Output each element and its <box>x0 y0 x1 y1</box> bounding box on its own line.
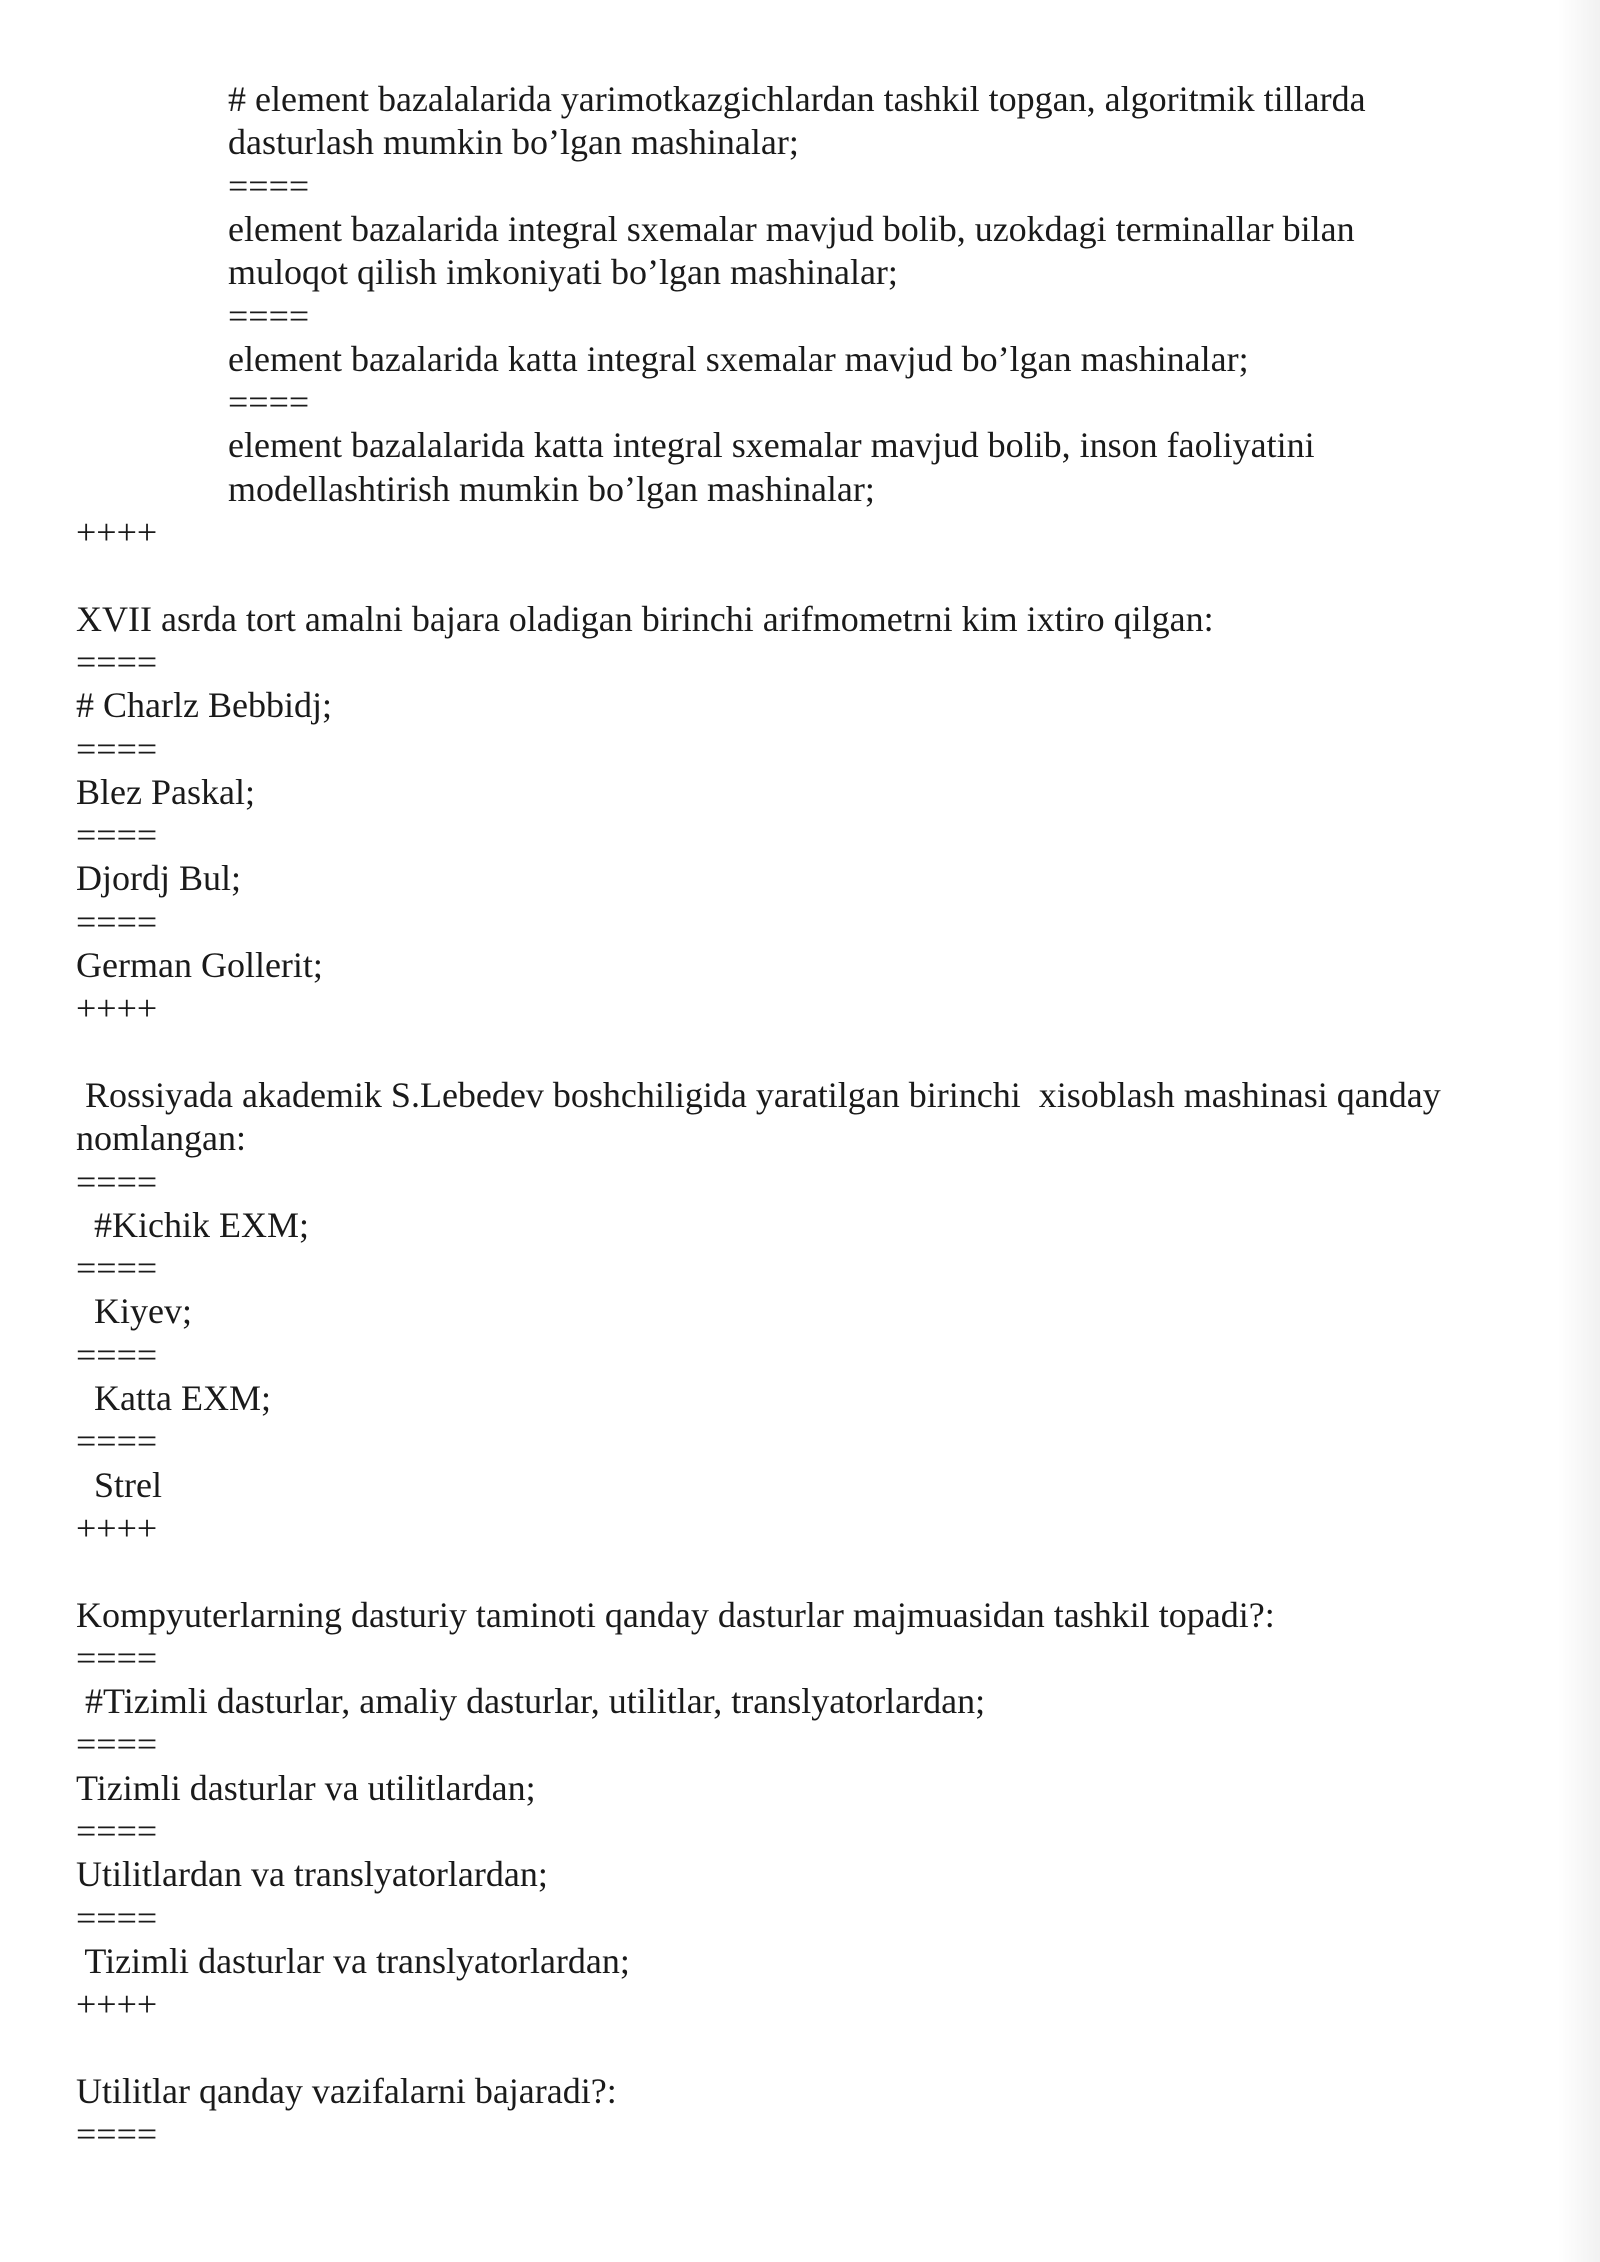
option-separator: ==== <box>76 1161 158 1202</box>
text-line: Kiyev; <box>76 1291 192 1332</box>
option-separator: ==== <box>76 1811 158 1851</box>
question-separator: ++++ <box>76 1984 158 2025</box>
text-line: muloqot qilish imkoniyati bo’lgan mashinalar; <box>228 252 898 293</box>
text-line: Utilitlardan va translyatorlardan; <box>76 1854 548 1895</box>
text-line: element bazalalarida katta integral sxemalar mavjud bolib, inson faoliyatini <box>228 425 1315 466</box>
text-line: nomlangan: <box>76 1118 246 1159</box>
text-line: German Gollerit; <box>76 945 323 985</box>
page-edge-shadow <box>1558 0 1600 2262</box>
option-separator: ==== <box>76 728 158 769</box>
text-line: Tizimli dasturlar va utilitlardan; <box>76 1767 536 1808</box>
text-line: dasturlash mumkin bo’lgan mashinalar; <box>228 122 799 163</box>
option-separator: ==== <box>76 1421 158 1462</box>
option-separator: ==== <box>228 382 310 423</box>
question-separator: ++++ <box>76 988 158 1029</box>
text-line: Tizimli dasturlar va translyatorlardan; <box>76 1940 630 1981</box>
text-line: modellashtirish mumkin bo’lgan mashinalar; <box>228 468 875 509</box>
text-line: element bazalarida katta integral sxemalar mavjud bo’lgan mashinalar; <box>228 338 1249 379</box>
text-line: XVII asrda tort amalni bajara oladigan birinchi arifmometrni kim ixtiro qilgan: <box>76 598 1214 639</box>
option-separator: ==== <box>76 1334 158 1375</box>
question-separator: ++++ <box>76 1507 158 1548</box>
option-separator: ==== <box>76 815 158 856</box>
text-line: # element bazalalarida yarimotkazgichlardan tashkil topgan, algoritmik tillarda <box>228 79 1366 119</box>
option-separator: ==== <box>76 1724 158 1765</box>
option-separator: ==== <box>76 1897 158 1938</box>
option-separator: ==== <box>76 641 158 682</box>
option-separator: ==== <box>76 1637 158 1678</box>
text-line: #Kichik EXM; <box>76 1204 309 1245</box>
text-line: Katta EXM; <box>76 1378 271 1418</box>
text-line: Utilitlar qanday vazifalarni bajaradi?: <box>76 2070 617 2111</box>
option-separator: ==== <box>76 2114 158 2155</box>
text-line: # Charlz Bebbidj; <box>76 685 332 726</box>
text-line: Kompyuterlarning dasturiy taminoti qanday dasturlar majmuasidan tashkil topadi?: <box>76 1594 1275 1635</box>
text-line: element bazalarida integral sxemalar mavjud bolib, uzokdagi terminallar bilan <box>228 208 1355 249</box>
option-separator: ==== <box>76 1248 158 1289</box>
question-separator: ++++ <box>76 512 158 552</box>
text-line: Rossiyada akademik S.Lebedev boshchiligida yaratilgan birinchi xisoblash mashinasi qanday <box>76 1074 1441 1115</box>
text-line: Djordj Bul; <box>76 858 242 899</box>
text-line: Strel <box>76 1464 162 1505</box>
text-line: Blez Paskal; <box>76 771 255 812</box>
text-line: #Tizimli dasturlar, amaliy dasturlar, utilitlar, translyatorlardan; <box>76 1681 986 1722</box>
option-separator: ==== <box>228 295 310 336</box>
option-separator: ==== <box>76 901 158 942</box>
option-separator: ==== <box>228 165 310 206</box>
